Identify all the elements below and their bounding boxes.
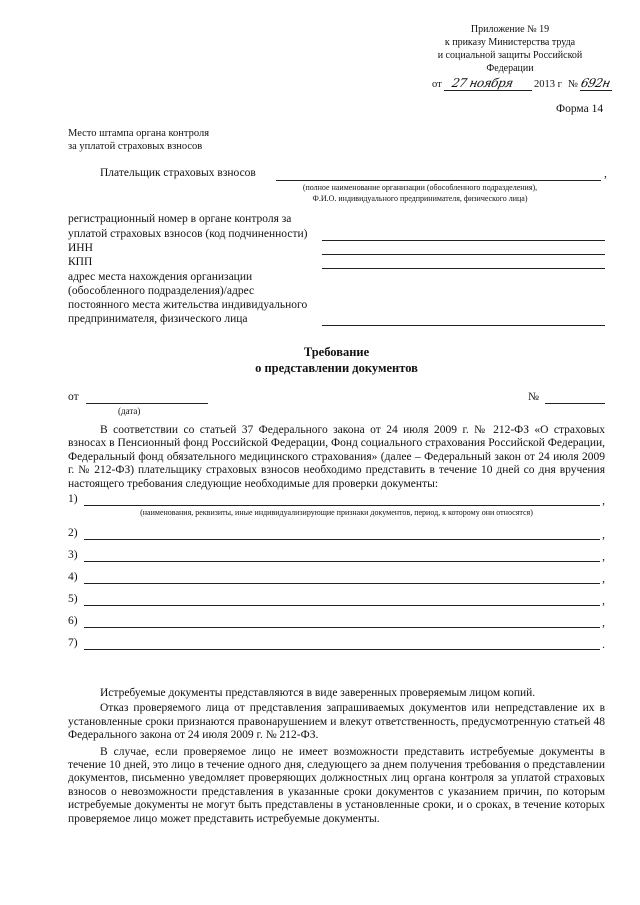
address-label: (обособленного подразделения)/адрес — [68, 285, 255, 297]
appendix-line: Приложение № 19 — [470, 24, 550, 35]
document-subtitle: о представлении документов — [255, 361, 418, 375]
item-row: 4) , — [68, 571, 605, 586]
payer-label: Плательщик страховых взносов — [100, 167, 256, 179]
reg-label: регистрационный номер в органе контроля за — [68, 213, 292, 225]
order-no-label: № — [568, 79, 579, 90]
inn-label: ИНН — [68, 242, 93, 254]
reg-number-field[interactable] — [322, 240, 605, 241]
item-row: 3) , — [68, 549, 605, 564]
address-label: адрес места нахождения организации — [68, 271, 253, 283]
appendix-line: Федерации — [486, 63, 534, 74]
item-number: 6) — [68, 615, 78, 628]
note-paragraph: Отказ проверяемого лица от представления запрашиваемых документов или непредставление их в установленные сроки признаются правонарушением и влекут ответственность, предусмотренную статьей 48 Федерального закона от 24 июля 2009 г. № 212-ФЗ. — [68, 702, 605, 742]
intro-paragraph: В соответствии со статьей 37 Федерального закона от 24 июля 2009 г. № 212-ФЗ «О страховых взносах в Пенсионный фонд Российской Федерации, Фонд социального страхования Российской Федерации, Федеральный фонд обязательного медицинского страхования» (далее – Федеральный закон от 24 июля 2009 г. № 212-ФЗ) плательщику страховых взносов необходимо представить в течение 10 дней со дня вручения настоящего требования следующие необходимые для проверки документы: — [68, 424, 605, 490]
date-from-label: от — [68, 391, 79, 403]
note-paragraph: Истребуемые документы представляются в виде заверенных проверяемым лицом копий. — [100, 687, 536, 700]
kpp-label: КПП — [68, 256, 93, 268]
item-field[interactable] — [84, 583, 600, 584]
item-row: 2) , — [68, 527, 605, 542]
appendix-line: и социальной защиты Российской — [437, 50, 583, 61]
date-field[interactable] — [86, 403, 208, 404]
item-field[interactable] — [84, 605, 600, 606]
order-year: 2013 г — [534, 79, 562, 90]
item-row: 1) , (наименования, реквизиты, иные индивидуализирующие признаки документов, период, к которому они относятся) — [68, 493, 605, 518]
address-label: постоянного места жительства индивидуального — [68, 299, 308, 311]
item-number: 7) — [68, 637, 78, 650]
form-number: Форма 14 — [556, 103, 604, 115]
note-paragraph: В случае, если проверяемое лицо не имеет возможности представить истребуемые документы в течение 10 дней, это лицо в течение одного дня, следующего за днем получения требования о представлении документов, письменно уведомляет проверяющих должностных лиц органа контроля за уплатой страховых взносов о невозможности представления в указанные сроки документов с указанием причин, по которым истребуемые документы не могут быть представлены в установленные сроки, и о сроках, в течение которых проверяемое лицо может представить истребуемые документы. — [68, 745, 605, 825]
items-caption: (наименования, реквизиты, иные индивидуализирующие признаки документов, период, к которому они относятся) — [140, 508, 533, 518]
reg-label: уплатой страховых взносов (код подчиненности) — [68, 228, 308, 240]
item-number: 2) — [68, 527, 78, 540]
date-caption: (дата) — [118, 406, 141, 416]
payer-caption: Ф.И.О. индивидуального предпринимателя, физического лица) — [312, 194, 528, 203]
item-field[interactable] — [84, 561, 600, 562]
item-row: 6) , — [68, 615, 605, 630]
item-number: 1) — [68, 493, 78, 506]
number-label: № — [528, 391, 539, 403]
order-date-handwritten: 27 ноября — [450, 76, 515, 90]
address-field[interactable] — [322, 325, 605, 326]
inn-field[interactable] — [322, 254, 605, 255]
item-number: 4) — [68, 571, 78, 584]
notes — [68, 687, 605, 826]
address-label: предпринимателя, физического лица — [68, 313, 248, 325]
document-title: Требование — [303, 345, 370, 359]
item-number: 5) — [68, 593, 78, 606]
kpp-field[interactable] — [322, 268, 605, 269]
stamp-place: за уплатой страховых взносов — [68, 141, 203, 152]
payer-caption: (полное наименование организации (обособленного подразделения), — [302, 183, 538, 192]
item-field[interactable] — [84, 539, 600, 540]
item-number: 3) — [68, 549, 78, 562]
number-field[interactable] — [545, 403, 605, 404]
document-body — [68, 424, 605, 826]
item-field[interactable] — [84, 505, 600, 506]
item-field[interactable] — [84, 627, 600, 628]
item-field[interactable] — [84, 649, 600, 650]
order-from-label: от — [432, 79, 442, 90]
item-row: 5) , — [68, 593, 605, 608]
item-row: 7) . — [68, 637, 605, 652]
payer-field[interactable] — [276, 180, 601, 181]
order-no-handwritten: 692н — [579, 76, 612, 90]
appendix-line: к приказу Министерства труда — [444, 37, 576, 48]
stamp-place: Место штампа органа контроля — [68, 128, 210, 139]
